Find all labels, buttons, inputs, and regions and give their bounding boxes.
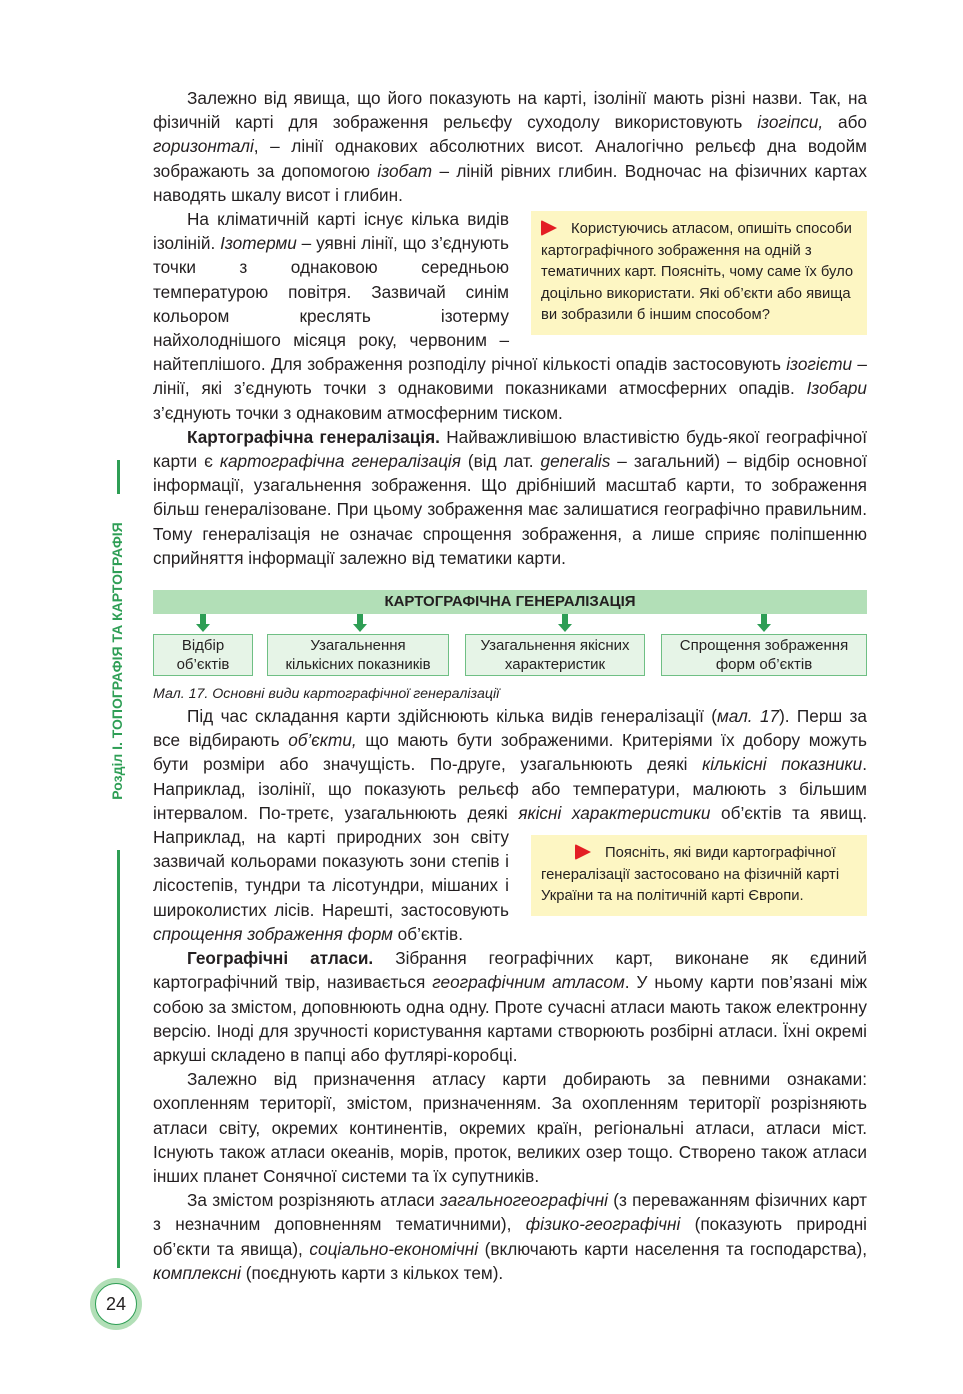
text: об’єктів та явищ. Наприклад, на карті природних зон світу зазвичай кольорами показують зони степів і лісостепів, тундри та лісотундри, мішаних і широколистих лісів. Нарешті, застосовують: [153, 802, 867, 920]
term-isobars: Ізобари: [806, 378, 867, 399]
term-complex: комплексні: [153, 1262, 241, 1283]
term-objects: об’єкти,: [288, 730, 357, 751]
text: – лінії, які з’єднують точки з однаковими показниками атмосферних опадів.: [153, 354, 867, 399]
term-general-geographic: загальногеографічні: [439, 1190, 609, 1211]
play-marker-icon: [541, 220, 557, 236]
term-qualitative: якісні характеристики: [518, 802, 711, 823]
question-box-2: [531, 835, 867, 916]
arrow-down-icon: [196, 614, 210, 634]
term-generalis: generalis: [540, 451, 611, 472]
arrow-down-icon: [757, 614, 771, 634]
diagram-box-simplification: [661, 634, 867, 676]
term-isohyets: ізогієти: [786, 354, 853, 375]
term-socio-economic: соціально-економічні: [309, 1238, 479, 1259]
question-text: Поясніть, які види картографічної генералізації застосовано на фізичній карті України та на політичній карті Європи.: [541, 845, 840, 905]
heading-atlases: Географічні атласи.: [187, 948, 374, 969]
page-number: 24: [95, 1283, 137, 1325]
term-physical-geographic: фізико-географічні: [525, 1214, 681, 1235]
box-line: Узагальнення: [310, 637, 406, 655]
term-simplification: спрощення зображення форм: [153, 923, 393, 944]
text: об’єктів.: [392, 923, 463, 944]
figure-reference: мал. 17: [716, 706, 780, 727]
text: – ліній рівних глибин. Водночас на фізичних картах наводять шкалу висот і глибин.: [153, 160, 867, 205]
text: Залежно від призначення атласу карти добирають за певними ознаками: охопленням території, змістом, призначенням. За охопленням території розрізняють атласи світу, окремих континентів, окремих країн, регіональні атласи, атласи міст. Існують також атласи океанів, морів, проток, великих озер тощо. Створено також атласи інших планет Сонячної системи та їх супутників.: [153, 1069, 867, 1186]
term-isohypses: ізогіпси,: [757, 112, 824, 133]
term-isobaths: ізобат: [377, 160, 433, 181]
text: (поєднують карти з кількох тем).: [240, 1262, 504, 1283]
page-number-badge: [90, 1278, 142, 1330]
term-isotherms: Ізотерми: [220, 233, 297, 254]
term-atlas: географічним атласом: [432, 972, 625, 993]
box-line: Спрощення зображення: [679, 637, 849, 655]
text: . Наприклад, ізолінії, що показують рельєф або температури, малюють з більшим інтервалом. По-третє, узагальнюють деякі: [153, 754, 867, 823]
paragraph-generalization-types: [153, 704, 867, 946]
paragraph-atlas-content: [153, 1188, 867, 1285]
question-text: Користуючись атласом, опишіть способи картографічного зображення на одній з тематичних карт. Поясніть, чому саме їх було доцільно використати. Які об’єкти або явища ви зобразили б іншим способом?: [541, 221, 854, 324]
generalization-diagram: [153, 580, 867, 684]
text: Під час складання карти здійснюють кілька видів генералізації (: [187, 706, 717, 727]
arrow-down-icon: [353, 614, 367, 634]
question-box-1: [531, 211, 867, 335]
paragraph-atlases: [153, 946, 867, 1067]
page-content: [153, 86, 867, 1285]
text: (показують природні об’єкти та явища),: [153, 1214, 868, 1259]
text: – загальний) – відбір основної інформації, узагальнення зображення. Що дрібніший масштаб карти, то зображення більш генералізоване. При цьому зображення має залишатися географічно правильним. Тому генералізація не означає спрощення зображення, а лише сприяє поліпшенню сприйняття інформації залежно від тематики карти.: [153, 451, 867, 568]
side-rule-top: [117, 460, 120, 494]
text: (з переважанням фізичних карт з незначним доповненням тематичними),: [153, 1190, 867, 1235]
diagram-box-selection: [153, 634, 253, 676]
box-line: об’єктів: [176, 656, 230, 674]
section-title: Розділ І. ТОПОГРАФІЯ ТА КАРТОГРАФІЯ: [109, 522, 125, 800]
text: що мають бути зображеними. Критеріями їх добору можуть бути розміри або значущість. По-друге, узагальнюють деякі: [153, 730, 867, 775]
arrow-down-icon: [558, 614, 572, 634]
text: На кліматичній карті існує кілька видів ізоліній.: [153, 209, 509, 254]
text: . У ньому карти пов’язані між собою за змістом, доповнюють одна одну. Проте сучасні атласи мають також електронну версію. Іноді для зручності користування картами створюють розбірні атласи. Їхні окремі аркуші складено в папці або футлярі-коробці.: [153, 972, 867, 1065]
text: Зібрання географічних карт, виконане як єдиний картографічний твір, називається: [153, 948, 867, 993]
text: (включають карти населення та господарства),: [478, 1238, 867, 1259]
box-line: характеристик: [504, 656, 606, 674]
text: (від лат.: [460, 451, 541, 472]
paragraph-generalization: [153, 425, 867, 570]
diagram-box-quantitative: [267, 634, 449, 676]
paragraph-isolines: [153, 86, 867, 207]
play-marker-icon: [575, 844, 591, 860]
diagram-box-qualitative: [465, 634, 645, 676]
term-generalization: картографічна генералізація: [219, 451, 461, 472]
box-line: Відбір: [181, 637, 225, 655]
side-rule-bottom: [117, 850, 120, 1268]
diagram-title: КАРТОГРАФІЧНА ГЕНЕРАЛІЗАЦІЯ: [153, 590, 867, 614]
text: , – лінії однакових абсолютних висот. Аналогічно рельєф дна водойм зображають за допомогою: [153, 136, 867, 181]
box-line: форм об’єктів: [715, 656, 813, 674]
box-line: кількісних показників: [285, 656, 431, 674]
term-contours: горизонталі: [153, 136, 254, 157]
text: Найважливішою властивістю будь-якої географічної карти є: [153, 426, 867, 472]
text: – уявні лінії, що з’єднують точки з однаковою середньою температурою повітря. Зазвичай синім кольором креслять ізотерму найхолоднішого місяця року, червоним – найтеплішого. Для зображення розподілу річної кількості опадів застосовують: [153, 233, 787, 375]
heading-generalization: Картографічна генералізація.: [187, 426, 440, 447]
text: ). Перш за все відбирають: [153, 706, 867, 751]
text: За змістом розрізняють атласи: [187, 1190, 440, 1211]
text: Залежно від явища, що його показують на карті, ізолінії мають різні назви. Так, на фізичній карті для зображення рельєфу суходолу використовують: [153, 88, 867, 133]
box-line: Узагальнення якісних: [480, 637, 630, 655]
term-quantitative: кількісні показники: [702, 754, 863, 775]
figure-caption: Мал. 17. Основні види картографічної генералізації: [153, 686, 500, 703]
paragraph-atlas-purpose: [153, 1067, 867, 1188]
text: або: [823, 112, 867, 133]
text: з’єднують точки з однаковим атмосферним тиском.: [153, 402, 563, 423]
